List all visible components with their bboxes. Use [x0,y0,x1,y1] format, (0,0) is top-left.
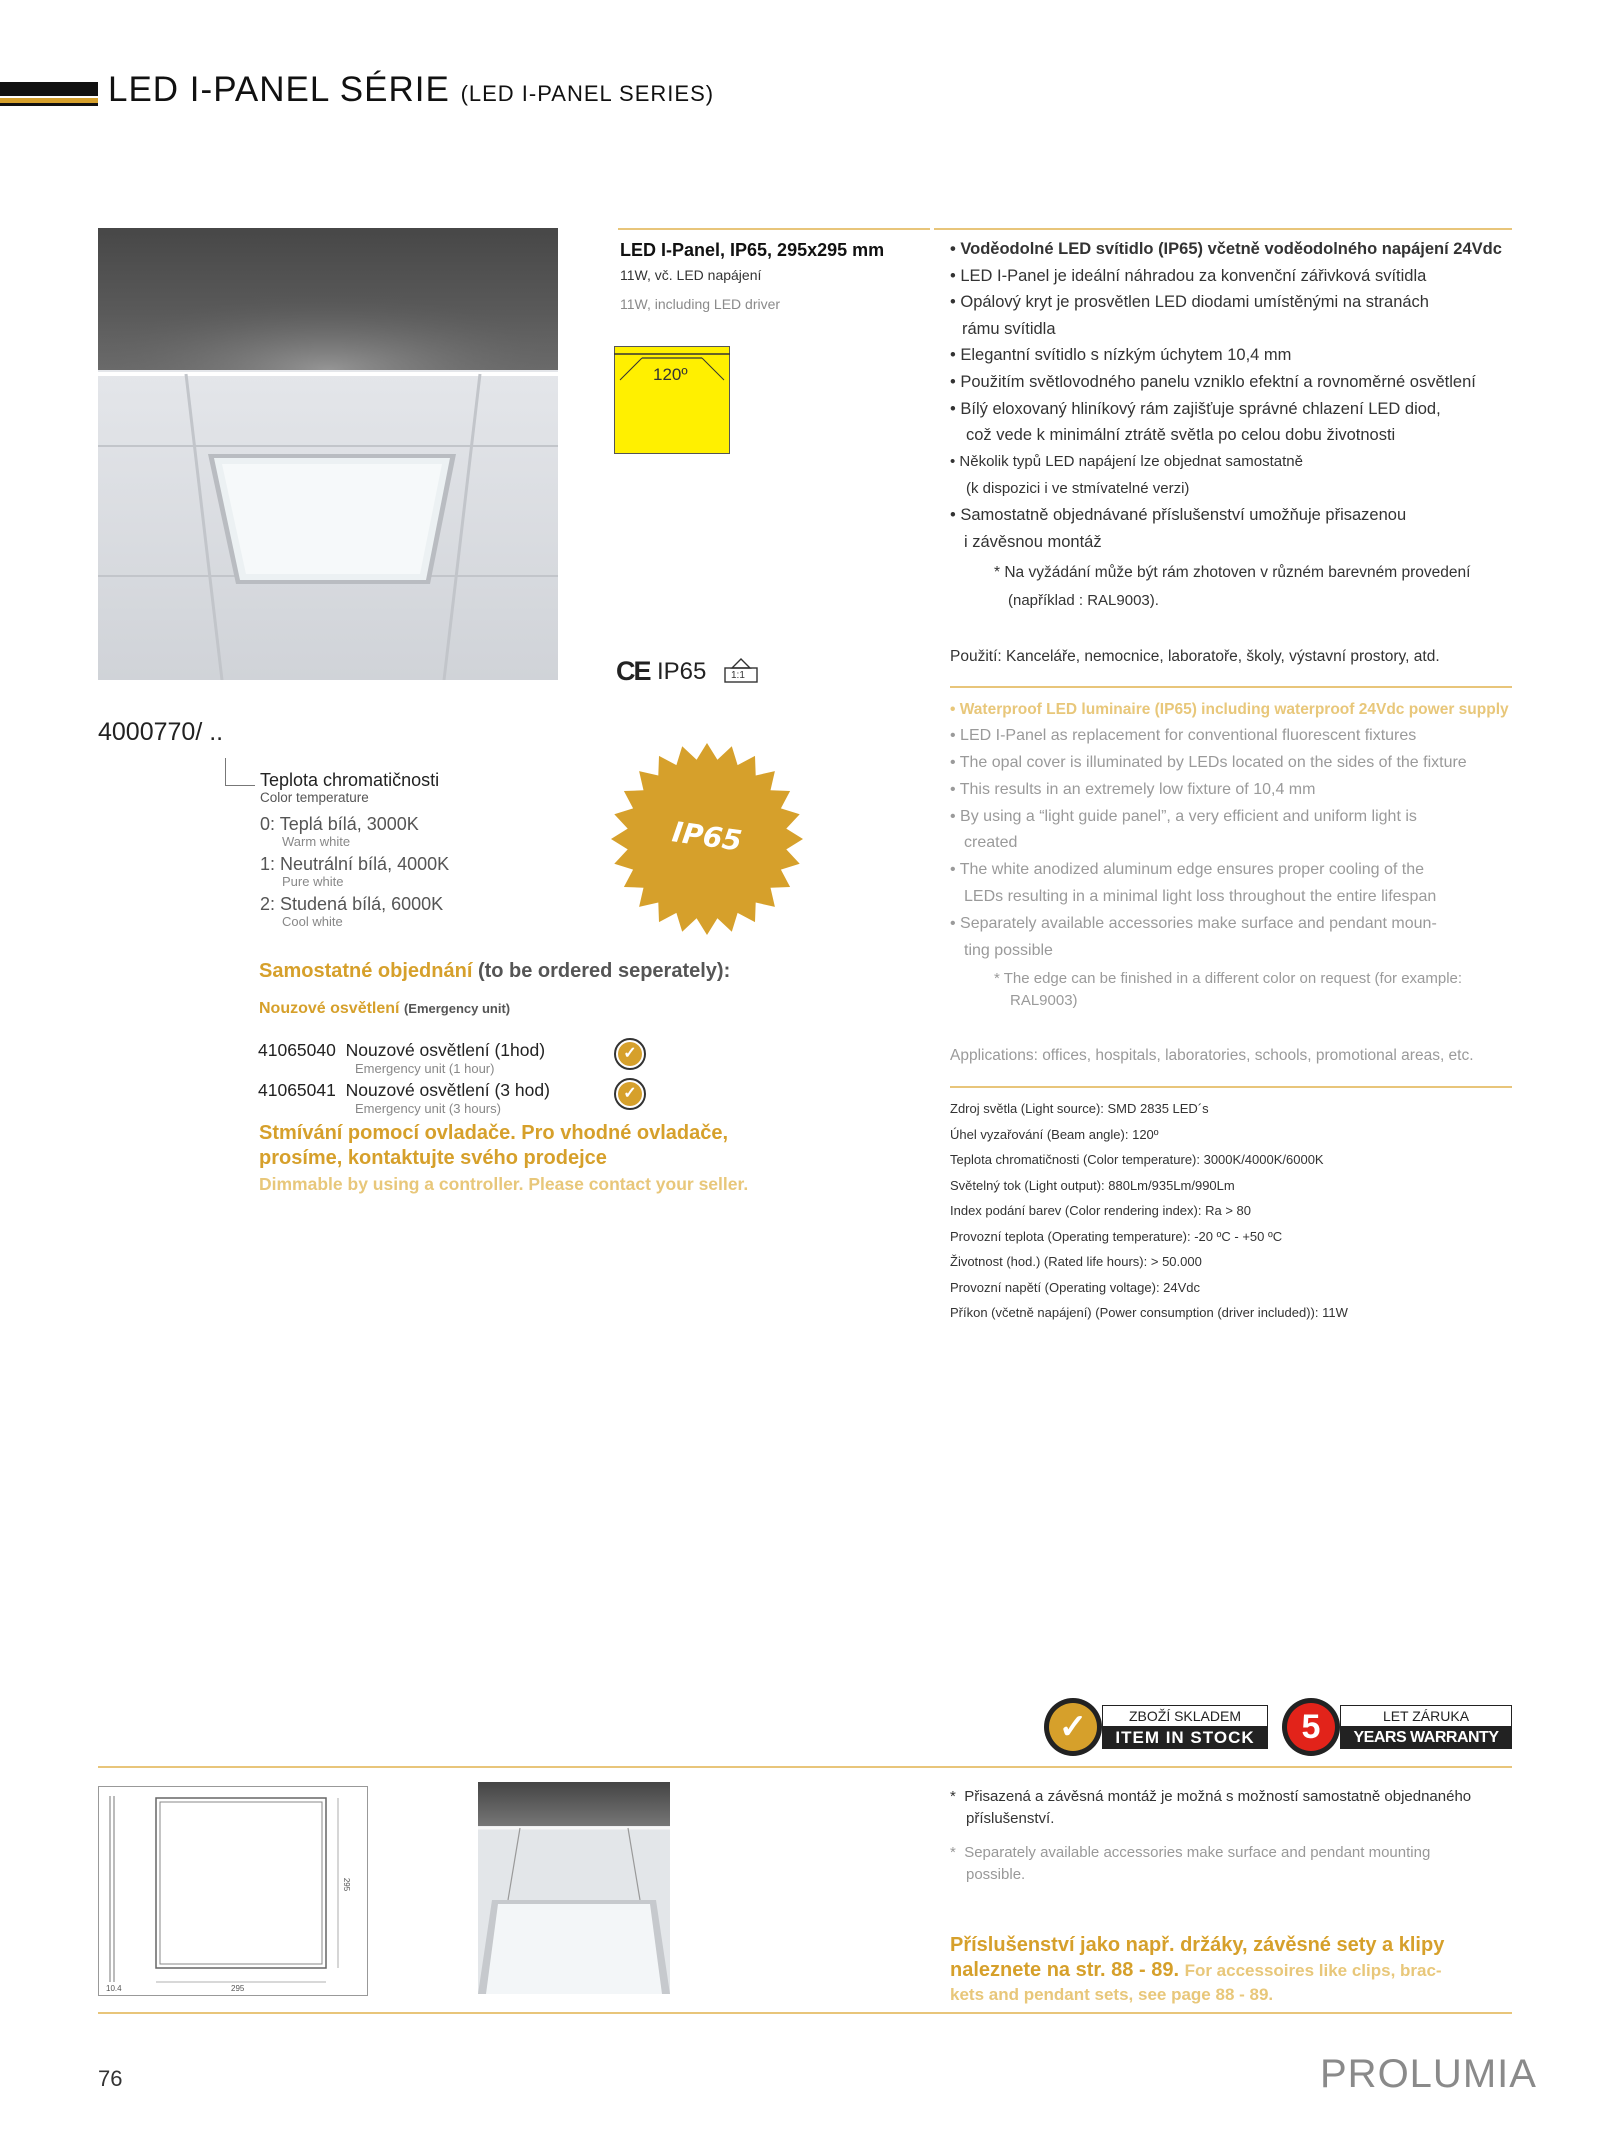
product-power-cs: 11W, vč. LED napájení [620,267,762,283]
beam-angle-label: 120º [653,365,688,384]
divider [618,228,930,230]
feature-item-en: • LED I-Panel as replacement for conventional fluorescent fixtures [950,727,1417,744]
footnote-cs: příslušenství. [966,1810,1055,1827]
spec-row: Zdroj světla (Light source): SMD 2835 LED´s [950,1101,1209,1116]
divider [98,1766,1512,1768]
spec-row: Úhel vyzařování (Beam angle): 120º [950,1126,1159,1142]
stock-label-cs: ZBOŽÍ SKLADEM [1102,1705,1268,1727]
accessories-note: Příslušenství jako např. držáky, závěsné sety a klipy [950,1934,1445,1956]
dimming-note-en: Dimmable by using a controller. Please contact your seller. [259,1174,749,1194]
feature-item-en: • Separately available accessories make surface and pendant moun- [950,915,1437,932]
color-temp-option: 1: Neutrální bílá, 4000K [260,854,450,874]
spec-row: Provozní teplota (Operating temperature): -20 ºC - +50 ºC [950,1228,1283,1244]
item-in-stock-badge [1044,1698,1268,1758]
product-photo [98,228,558,680]
check-icon: ✓ [614,1038,646,1070]
color-temp-title: Teplota chromatičnosti [260,770,440,790]
spec-row: Světelný tok (Light output): 880Lm/935Lm/990Lm [950,1177,1235,1193]
feature-item: • LED I-Panel je ideální náhradou za konvenční zářivková svítidla [950,267,1427,285]
feature-note-en: RAL9003) [1010,992,1078,1009]
mounting-symbol-icon: 1:1 [723,658,759,684]
product-name: LED I-Panel, IP65, 295x295 mm [620,240,885,260]
warranty-label-cs: LET ZÁRUKA [1340,1705,1512,1727]
spec-row: Příkon (včetně napájení) (Power consumption (driver included)): 11W [950,1305,1348,1320]
warranty-badge [1282,1698,1512,1758]
accessories-note-en: kets and pendant sets, see page 88 - 89. [950,1985,1274,2004]
page-number: 76 [98,2066,123,2091]
accessories-note: naleznete na str. 88 - 89. For accessoires like clips, brac- [950,1959,1442,1981]
emergency-item-en: Emergency unit (1 hour) [355,1061,495,1076]
feature-highlight: • Voděodolné LED svítidlo (IP65) včetně voděodolného napájení 24Vdc [950,240,1502,258]
spec-row: Index podání barev (Color rendering index): Ra > 80 [950,1203,1251,1218]
product-code: 4000770/ .. [98,718,224,746]
dim-depth-label: 10.4 [106,1984,122,1993]
page-subtitle: (LED I-PANEL SERIES) [460,81,715,106]
feature-item: (k dispozici i ve stmívatelné verzi) [966,480,1190,497]
color-temp-option: 2: Studená bílá, 6000K [260,894,444,914]
dim-width-label: 295 [231,1984,245,1993]
color-temp-option-en: Pure white [282,874,344,889]
feature-item: rámu svítidla [962,320,1056,338]
beam-angle-diagram [614,346,730,454]
feature-item: • Samostatně objednávané příslušenství umožňuje přisazenou [950,506,1407,524]
pendant-mount-photo [478,1782,670,1994]
emergency-item: 41065040 Nouzové osvětlení (1hod) [258,1040,546,1060]
dim-height-label: 295 [342,1877,352,1892]
dimming-note: Stmívání pomocí ovladače. Pro vhodné ovladače, [259,1122,729,1144]
footnote-en: possible. [966,1866,1026,1883]
stock-check-icon: ✓ [1044,1698,1102,1756]
emergency-heading: Nouzové osvětlení (Emergency unit) [259,1000,511,1017]
ip-rating-label: IP65 [657,658,707,685]
usage-en: Applications: offices, hospitals, laboratories, schools, promotional areas, etc. [950,1047,1474,1064]
feature-item: což vede k minimální ztrátě světla po celou dobu životnosti [966,426,1396,444]
spec-row: Teplota chromatičnosti (Color temperature): 3000K/4000K/6000K [950,1152,1324,1167]
ce-mark-icon: CE [616,656,650,686]
feature-note: (například : RAL9003). [1008,592,1159,609]
feature-item-en: • The white anodized aluminum edge ensures proper cooling of the [950,861,1425,878]
separate-order-heading: Samostatné objednání (to be ordered seperately): [259,960,731,982]
divider [98,2012,1512,2014]
stock-label-en: ITEM IN STOCK [1102,1727,1268,1749]
check-icon: ✓ [614,1078,646,1110]
color-temp-option-en: Warm white [282,834,351,849]
footnote-en: * Separately available accessories make surface and pendant mounting [950,1844,1431,1861]
dimming-note: prosíme, kontaktujte svého prodejce [259,1147,607,1169]
code-connector [225,785,255,786]
feature-note-en: * The edge can be finished in a different color on request (for example: [994,970,1463,987]
emergency-item-en: Emergency unit (3 hours) [355,1101,501,1116]
feature-item: • Použitím světlovodného panelu vzniklo efektní a rovnoměrné osvětlení [950,373,1476,391]
feature-item: • Elegantní svítidlo s nízkým úchytem 10,4 mm [950,346,1292,364]
brand-logo: PROLUMIA [1320,2052,1537,2096]
feature-highlight-en: • Waterproof LED luminaire (IP65) including waterproof 24Vdc power supply [950,701,1509,718]
feature-note: * Na vyžádání může být rám zhotoven v různém barevném provedení [994,564,1471,581]
spec-row: Životnost (hod.) (Rated life hours): > 50.000 [950,1254,1202,1269]
feature-item: • Bílý eloxovaný hliníkový rám zajišťuje správné chlazení LED diod, [950,400,1441,418]
color-temp-title-en: Color temperature [260,790,369,805]
header-bar-bottom [0,103,98,106]
feature-item: • Několik typů LED napájení lze objednat samostatně [950,453,1303,470]
ip65-badge-label: IP65 [670,815,744,858]
divider [950,1086,1512,1088]
ip65-badge [608,740,806,938]
code-connector [225,758,226,785]
feature-item-en: • The opal cover is illuminated by LEDs located on the sides of the fixture [950,754,1467,771]
feature-item-en: • This results in an extremely low fixture of 10,4 mm [950,781,1316,798]
feature-item: • Opálový kryt je prosvětlen LED diodami umístěnými na stranách [950,293,1429,311]
page-title: LED I-PANEL SÉRIE (LED I-PANEL SERIES) [108,70,715,109]
color-temp-option: 0: Teplá bílá, 3000K [260,814,419,834]
feature-item-en: LEDs resulting in a minimal light loss throughout the entire lifespan [964,888,1437,905]
divider [950,686,1512,688]
header-bar [0,82,98,96]
product-power-en: 11W, including LED driver [620,296,781,312]
ceiling-grid-illustration [98,228,558,680]
spec-row: Provozní napětí (Operating voltage): 24Vdc [950,1279,1201,1295]
feature-item-en: • By using a “light guide panel”, a very efficient and uniform light is [950,808,1417,825]
feature-item-en: ting possible [964,942,1053,959]
technical-drawing [98,1786,368,1996]
feature-item-en: created [964,834,1018,851]
feature-item: i závěsnou montáž [964,533,1102,551]
emergency-item: 41065041 Nouzové osvětlení (3 hod) [258,1080,550,1100]
footnote-cs: * Přisazená a závěsná montáž je možná s možností samostatně objednaného [950,1788,1472,1805]
warranty-icon: 5 [1282,1698,1340,1756]
divider [934,228,1512,230]
warranty-label-en: YEARS WARRANTY [1340,1727,1512,1749]
usage-cs: Použití: Kanceláře, nemocnice, laboratoře, školy, výstavní prostory, atd. [950,648,1440,665]
color-temp-option-en: Cool white [282,914,343,929]
